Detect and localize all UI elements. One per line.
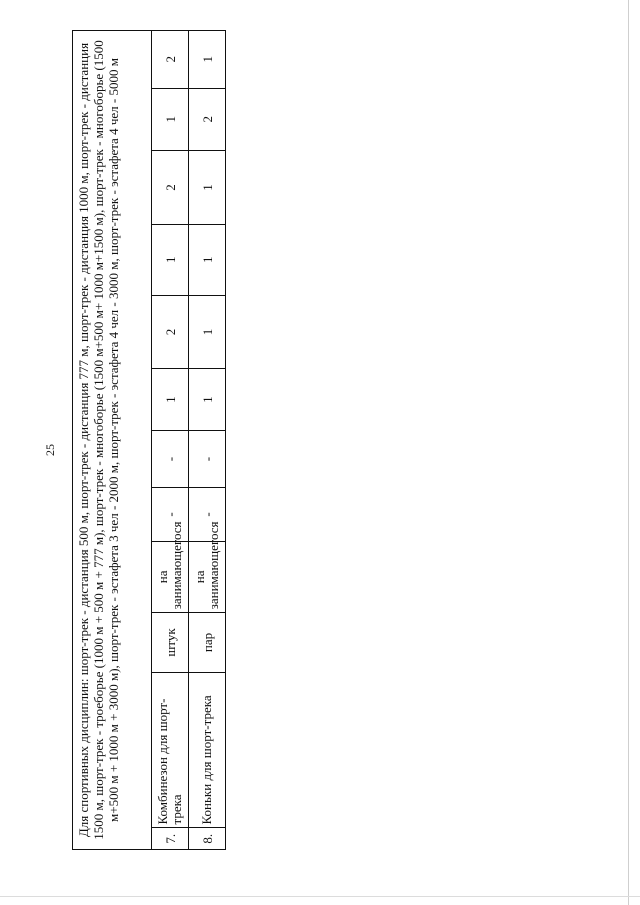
calc-unit-cell: на занимающегося [189, 541, 226, 613]
rotated-table-wrapper [72, 30, 221, 850]
unit-cell: штук [152, 613, 189, 672]
calc-unit-cell: на занимающегося [152, 541, 189, 613]
page-number: 25 [43, 444, 57, 456]
discipline-text: Для спортивных дисциплин: шорт-трек - дистанция 500 м, шорт-трек - дистанция 777 м, шорт-трек - дистанция 1000 м, шорт-трек - дистанция 1500 м, шорт-трек - троеборье (1000 м + 500 м + 777 м), шорт-трек - многоборье (1500 м+500 м+ 1000 м+1500 м), шорт-трек - многоборье (1500 м+500 м + 1000 м + 3000 м), шорт-трек - эстафета 3 чел - 2000 м, шорт-трек - эстафета 4 чел - 3000 м, шорт-трек - эстафета 4 чел - 5000 м [73, 31, 152, 850]
item-name: Комбинезон для шорт-трека [152, 672, 189, 828]
value-cell: 1 [152, 224, 189, 295]
scan-edge [628, 0, 629, 905]
value-cell: - [189, 488, 226, 541]
value-cell: 2 [189, 88, 226, 151]
value-cell: - [152, 430, 189, 487]
value-cell: 1 [189, 369, 226, 430]
value-cell: 2 [152, 31, 189, 89]
value-cell: 1 [189, 31, 226, 89]
unit-cell: пар [189, 613, 226, 672]
value-cell: 1 [189, 295, 226, 369]
item-name: Коньки для шорт-трека [189, 672, 226, 828]
discipline-row [73, 31, 152, 850]
table-row [189, 31, 226, 850]
equipment-table [72, 30, 226, 850]
value-cell: 1 [152, 369, 189, 430]
value-cell: - [189, 430, 226, 487]
value-cell: 1 [189, 224, 226, 295]
table-row [152, 31, 189, 850]
value-cell: 2 [152, 151, 189, 225]
value-cell: - [152, 488, 189, 541]
row-number: 8. [189, 828, 226, 850]
scan-edge-bottom [0, 896, 640, 897]
value-cell: 2 [152, 295, 189, 369]
value-cell: 1 [189, 151, 226, 225]
value-cell: 1 [152, 88, 189, 151]
row-number: 7. [152, 828, 189, 850]
